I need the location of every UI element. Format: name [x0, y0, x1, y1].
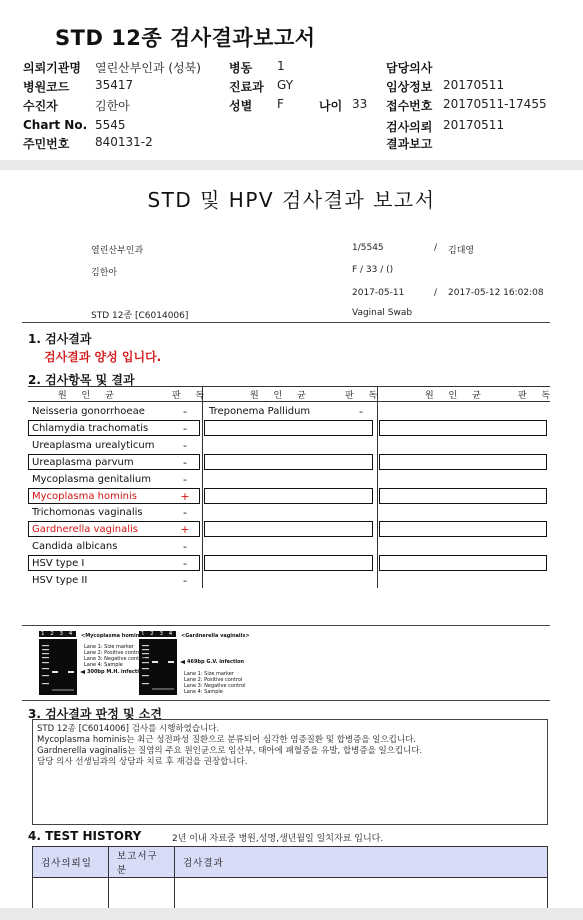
hospital-code-value: 35417 — [95, 78, 134, 92]
legend-line: Lane 1: Size marker — [84, 644, 134, 650]
pathogen-name: Ureaplasma urealyticum — [32, 440, 155, 451]
pathogen-name: Gardnerella vaginalis — [32, 524, 138, 535]
section-divider — [0, 160, 583, 170]
legend-line: Lane 2: Positive control — [84, 650, 143, 656]
age-label: 나이 — [319, 99, 343, 113]
section3-title: 3. 검사결과 판정 및 소견 — [28, 707, 162, 721]
panel2-legend — [184, 671, 246, 695]
receipt-label: 접수번호 — [386, 99, 433, 113]
empty-result-box — [379, 420, 547, 436]
pathogen-name: Mycoplasma hominis — [32, 491, 137, 502]
chart-no-label: Chart No. — [23, 118, 88, 132]
lane-numbers-1: 1 2 3 4 — [41, 631, 75, 637]
col-divider — [377, 402, 378, 588]
col3-pathogen-header: 원 인 균 — [425, 391, 487, 401]
empty-result-box — [204, 521, 373, 537]
empty-result-box — [204, 454, 373, 470]
pathogen-result: - — [183, 439, 187, 452]
report-test-code: STD 12종 [C6014006] — [91, 311, 189, 321]
pathogen-result: - — [183, 574, 187, 587]
report-specimen: Vaginal Swab — [352, 308, 413, 318]
col-divider — [202, 402, 203, 588]
report-date-slash: / — [434, 288, 438, 298]
panel2-band-label: 469bp G.V. infection — [187, 659, 245, 665]
legend-line: Lane 3: Negative control — [184, 683, 246, 689]
col2-pathogen-header: 원 인 균 — [250, 391, 312, 401]
history-col-result: 검사결과 — [175, 847, 548, 878]
institution-value: 열린산부인과 (성북) — [95, 61, 201, 75]
empty-result-box — [204, 420, 373, 436]
opinion-line: Mycoplasma hominis는 최근 성전파성 질환으로 분류되어 심각한 염증질환 및 합병증을 일으킵니다. — [37, 735, 417, 745]
pathogen-name: Neisseria gonorrhoeae — [32, 406, 145, 417]
pathogen-result: - — [183, 540, 187, 553]
age-value: 33 — [352, 97, 368, 111]
report-slash: / — [434, 243, 438, 253]
pathogen-result: + — [180, 490, 190, 503]
sex-value: F — [277, 97, 284, 111]
sample-band-1 — [68, 671, 74, 673]
report-hospital: 열린산부인과 — [91, 246, 144, 256]
resident-label: 주민번호 — [23, 137, 70, 151]
empty-result-box — [379, 555, 547, 571]
empty-result-box — [379, 454, 547, 470]
history-col-request-date: 검사의뢰일 — [33, 847, 109, 878]
report-patient: 김한아 — [91, 268, 118, 278]
panel2-title: <Gardnerella vaginalis> — [181, 633, 250, 639]
section1-title: 1. 검사결과 — [28, 332, 92, 346]
empty-result-box — [379, 488, 547, 504]
legend-line: Lane 2: Positive control — [184, 677, 243, 683]
report-label: 결과보고 — [386, 137, 433, 151]
section4-title: 4. TEST HISTORY — [28, 829, 142, 843]
chart-no-value: 5545 — [95, 118, 126, 132]
opinion-line: Gardnerella vaginalis는 질염의 주요 원인균으로 임산부, 태아에 패혈증을 유발, 합병증을 일으킵니다. — [37, 746, 423, 756]
legend-line: Lane 4: Sample — [184, 689, 223, 695]
gel-electrophoresis-figure — [36, 631, 326, 697]
report-request-date: 2017-05-11 — [352, 288, 405, 298]
lane-numbers-2: 1 2 3 4 — [141, 631, 175, 637]
department-value: GY — [277, 78, 294, 92]
legend-line: Lane 4: Sample — [84, 662, 123, 668]
history-col-report-type: 보고서구분 — [109, 847, 175, 878]
col1-pathogen-header: 원 인 균 — [58, 391, 120, 401]
header-title: STD 12종 검사결과보고서 — [55, 26, 316, 50]
divider-line — [22, 700, 550, 701]
opinion-box — [32, 719, 548, 825]
primer-dimer-2 — [152, 688, 174, 690]
positive-control-band-2 — [152, 661, 158, 663]
empty-result-box — [204, 555, 373, 571]
opinion-line: 담당 의사 선생님과의 상담과 치료 후 재검을 권장합니다. — [37, 757, 248, 767]
patient-value: 김한아 — [95, 99, 130, 113]
resident-value: 840131-2 — [95, 135, 153, 149]
band-arrow-1 — [80, 670, 85, 674]
divider-line — [22, 322, 550, 323]
clinical-value: 20170511 — [443, 78, 505, 92]
divider-line — [22, 625, 550, 626]
band-arrow-2 — [180, 660, 185, 664]
report-header — [0, 0, 583, 160]
pathogen-result: - — [183, 456, 187, 469]
report-id: 1/5545 — [352, 243, 384, 253]
positive-control-band-1 — [52, 671, 58, 673]
clinical-label: 임상정보 — [386, 80, 433, 94]
request-label: 검사의뢰 — [386, 120, 433, 134]
sample-band-2 — [168, 661, 174, 663]
report-title: STD 및 HPV 검사결과 보고서 — [147, 188, 436, 212]
pathogen-name: Trichomonas vaginalis — [32, 507, 143, 518]
panel1-legend — [84, 644, 146, 668]
pathogen-name: Mycoplasma genitalium — [32, 474, 151, 485]
patient-label: 수진자 — [23, 99, 58, 113]
opinion-line: STD 12종 [C6014006] 검사를 시행하였습니다. — [37, 724, 220, 734]
report-sex-age: F / 33 / () — [352, 265, 394, 275]
col3-result-header: 판 독 — [518, 391, 557, 401]
section2-title: 2. 검사항목 및 결과 — [28, 373, 135, 387]
pathogen-result: - — [183, 473, 187, 486]
doctor-label: 담당의사 — [386, 61, 433, 75]
ward-label: 병동 — [229, 61, 253, 75]
gel-image — [36, 631, 326, 697]
panel1-band-label: 300bp M.H. infection — [87, 669, 146, 675]
receipt-value: 20170511-17455 — [443, 97, 547, 111]
pathogen-name: Candida albicans — [32, 541, 118, 552]
hospital-code-label: 병원코드 — [23, 80, 70, 94]
primer-dimer-1 — [52, 689, 74, 691]
pathogen-result: - — [183, 422, 187, 435]
gel-panel-1 — [39, 639, 77, 695]
report-result-date: 2017-05-12 16:02:08 — [448, 288, 544, 298]
pathogen-name: Treponema Pallidum — [209, 406, 311, 417]
empty-result-box — [379, 521, 547, 537]
request-value: 20170511 — [443, 118, 505, 132]
legend-line: Lane 3: Negative control — [84, 656, 146, 662]
empty-result-box — [204, 488, 373, 504]
pathogen-name: HSV type I — [32, 558, 85, 569]
panel1-title: <Mycoplasma hominis> — [81, 633, 149, 639]
pathogen-result: + — [180, 523, 190, 536]
pathogen-result: - — [183, 506, 187, 519]
col1-result-header: 판 독 — [172, 391, 211, 401]
pathogen-name: Chlamydia trachomatis — [32, 423, 149, 434]
department-label: 진료과 — [229, 80, 264, 94]
sex-label: 성별 — [229, 99, 253, 113]
institution-label: 의뢰기관명 — [23, 61, 81, 75]
col2-result-header: 판 독 — [345, 391, 384, 401]
section1-result: 검사결과 양성 입니다. — [44, 350, 162, 364]
ward-value: 1 — [277, 59, 285, 73]
pathogen-result: - — [183, 405, 187, 418]
page-bottom-band — [0, 908, 583, 920]
pathogen-name: Ureaplasma parvum — [32, 457, 134, 468]
pathogen-result: - — [183, 557, 187, 570]
history-note: 2년 이내 자료중 병원,성명,생년월일 일치자료 입니다. — [172, 834, 384, 844]
pathogen-name: HSV type II — [32, 575, 88, 586]
report-doctor: 김대영 — [448, 246, 475, 256]
pathogen-result: - — [359, 405, 363, 418]
legend-line: Lane 1: Size marker — [184, 671, 234, 677]
